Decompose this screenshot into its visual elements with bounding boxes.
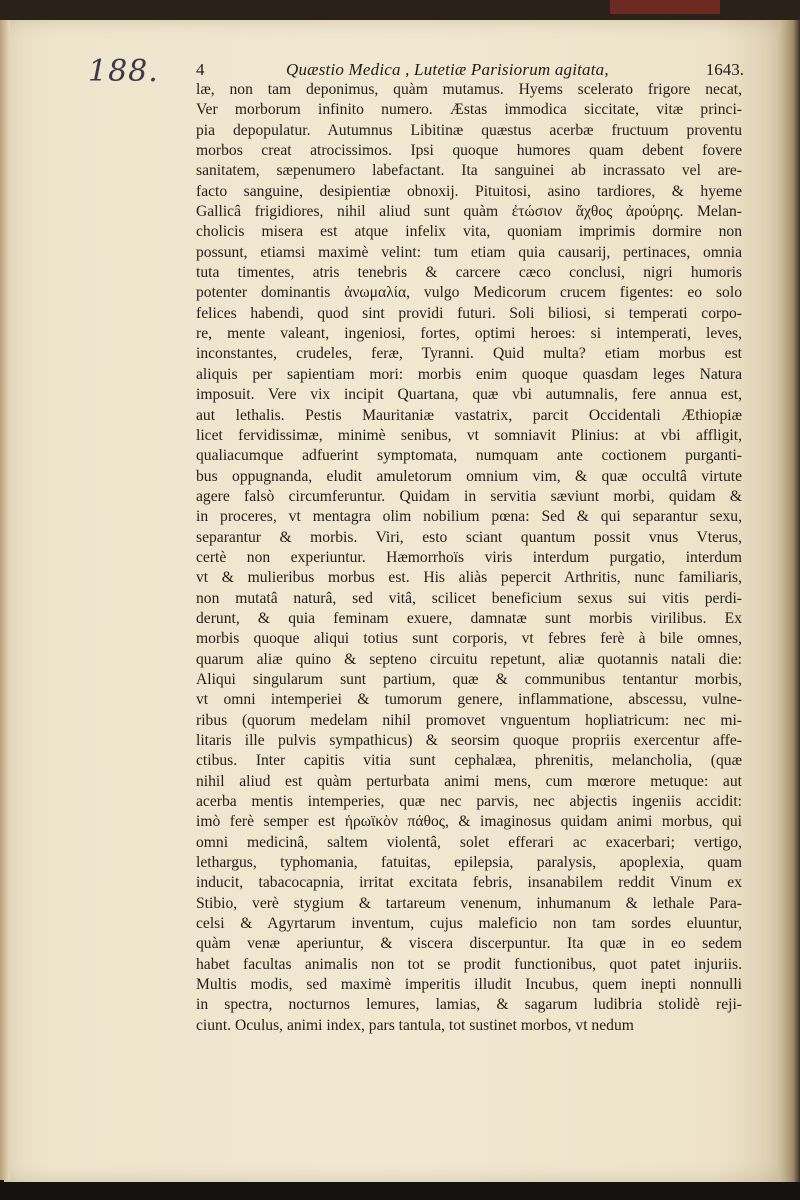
text-line: separantur & morbis. Viri, esto sciant quantum possit vnus Vterus, xyxy=(196,528,742,546)
text-line: in spectra, nocturnos lemures, lamias, & sagarum ludibria stolidè reji- xyxy=(196,996,742,1014)
text-line: agere falsò circumferuntur. Quidam in servitia sæviunt morbi, quidam & xyxy=(196,487,742,505)
text-line: morbis quoque aliqui totius sunt corporis, vt febres ferè à bile omnes, xyxy=(196,630,742,648)
text-line: celsi & Agyrtarum inventum, cujus maleficio non tam sordes eluuntur, xyxy=(196,915,742,933)
text-line: derunt, & quia feminam exuere, damnatæ sunt morbis virilibus. Ex xyxy=(196,609,742,627)
text-line: imò ferè semper est ἡρωϊκὸν πάθος, & imaginosus quidam animi morbus, qui xyxy=(196,813,742,831)
text-line: Gallicâ frigidiores, nihil aliud sunt quàm ἐτώσιον ἄχθος ἀρούρης. Melan- xyxy=(196,203,742,221)
text-line: habet facultas animalis non tot se prodit functionibus, quot patet injuriis. xyxy=(196,955,742,973)
text-line: lethargus, typhomania, fatuitas, epilepsia, paralysis, apoplexia, quam xyxy=(196,854,742,872)
text-line: felices habendi, quod sint providi futuri. Soli biliosi, si temperati corpo- xyxy=(196,304,742,322)
text-line: non mutatâ naturâ, sed vitâ, scilicet beneficium sexus sui vitis perdi- xyxy=(196,589,742,607)
text-line: vt omni intemperiei & tumorum genere, inflammatione, abscessu, vulne- xyxy=(196,691,742,709)
text-line: qualiacumque adfuerint symptomata, numquam ante coctionem purganti- xyxy=(196,447,742,465)
scan-top-border xyxy=(0,0,800,22)
text-line: ribus (quorum medelam nihil promovet vnguentum hopliatricum: nec mi- xyxy=(196,711,742,729)
text-line: aut lethalis. Pestis Mauritaniæ vastatrix, parcit Occidentali Æthiopiæ xyxy=(196,406,742,424)
text-line: Stibio, verè stygium & tartareum venenum, inhumanum & lethale Para- xyxy=(196,894,742,912)
text-line: ctibus. Inter capitis vitia sunt cephalæa, phrenitis, melancholia, (quæ xyxy=(196,752,742,770)
text-line: re, mente valeant, ingeniosi, fortes, optimi heroes: si intemperati, leves, xyxy=(196,325,742,343)
running-header xyxy=(196,60,744,80)
text-line: inconstantes, crudeles, feræ, Tyranni. Quid multa? etiam morbus est xyxy=(196,345,742,363)
body-text xyxy=(196,80,742,1036)
text-line: possunt, etiamsi maximè velint: tum etiam quia causarij, pertinaces, omnia xyxy=(196,243,742,261)
text-line: litaris ille pulvis sympathicus) & seorsim quoque propriis exercentur affe- xyxy=(196,732,742,749)
text-line: Multis modis, sed maximè imperitis illudit Incubus, quem inepti nonnulli xyxy=(196,976,742,994)
text-line: morbos creat atrocissimos. Ipsi quoque humores quam debent fovere xyxy=(196,142,742,160)
text-line: licet fervidissimæ, minimè senibus, vt somniavit Plinius: at vbi affligit, xyxy=(196,426,742,444)
text-line: nihil aliud est quàm perturbata animi mens, cum mœrore metuque: aut xyxy=(196,772,742,790)
text-line: bus oppugnanda, eludit amuletorum omnium vim, & quæ occultâ virtute xyxy=(196,467,742,485)
text-line: in proceres, vt mentagra olim nobilium pœna: Sed & qui separantur sexu, xyxy=(196,508,742,526)
text-line: tuta timentes, atris tenebris & carcere cæco conclusi, nigri humoris xyxy=(196,264,742,282)
page-gutter-left xyxy=(0,20,10,1180)
text-line: pia depopulatur. Autumnus Libitinæ quæstus acerbæ fructuum proventu xyxy=(196,121,742,139)
text-line: Ver morborum infinito numero. Æstas immodica siccitate, vitæ princi- xyxy=(196,101,742,119)
scan-bottom-border xyxy=(0,1182,800,1200)
page-fore-edge xyxy=(778,20,800,1185)
text-line: cholicis misera est atque infelix vita, quoniam imprimis dormire non xyxy=(196,223,742,241)
text-line: acerba mentis intemperies, quæ nec parvis, nec abjectis ingeniis accidit: xyxy=(196,793,742,811)
bookmark-ribbon xyxy=(610,0,720,14)
text-line: omni medicinâ, saltem violentâ, solet efferari ac exacerbari; vertigo, xyxy=(196,833,742,851)
text-line: Aliqui singularum sunt partium, quæ & communibus tentantur morbis, xyxy=(196,670,742,688)
text-line: quàm venæ aperiuntur, & viscera discerpuntur. Ita quæ in eo sedem xyxy=(196,935,742,953)
text-line: vt & mulieribus morbus est. His aliàs pepercit Arthritis, nunc familiaris, xyxy=(196,569,742,587)
header-year: 1643. xyxy=(705,60,744,79)
page-number: 4 xyxy=(196,60,205,79)
manuscript-page-number: 188. xyxy=(88,54,159,89)
text-line: imposuit. Vere vix incipit Quartana, quæ vbi autumnalis, fere annua est, xyxy=(196,386,742,404)
text-line: facto sanguine, desipientiæ obnoxij. Pituitosi, asino tardiores, & hyeme xyxy=(196,182,742,200)
running-title: Quæstio Medica , Lutetiæ Parisiorum agitata, xyxy=(286,60,609,79)
text-line: potenter dominantis ἀνωμαλία, vulgo Medicorum crucem figentes: eo solo xyxy=(196,284,742,302)
text-line: ciunt. Oculus, animi index, pars tantula, tot sustinet morbos, vt nedum xyxy=(196,1016,634,1034)
text-line: inducit, tabacocapnia, irritat excitata febris, insanabilem reddit Vinum ex xyxy=(196,874,742,892)
text-line: aliquis per sapientiam mori: morbis enim quoque quasdam leges Natura xyxy=(196,365,742,383)
text-line: certè non experiuntur. Hæmorrhoïs viris interdum purgatio, interdum xyxy=(196,548,742,566)
text-line: læ, non tam deponimus, quàm mutamus. Hyems scelerato frigore necat, xyxy=(196,81,742,98)
text-line: sanitatem, sæpenumero labefactant. Ita sanguinei ab incrassato vel are- xyxy=(196,162,742,180)
text-line: quarum aliæ quino & septeno circuitu repetunt, aliæ quotannis natali die: xyxy=(196,650,742,668)
